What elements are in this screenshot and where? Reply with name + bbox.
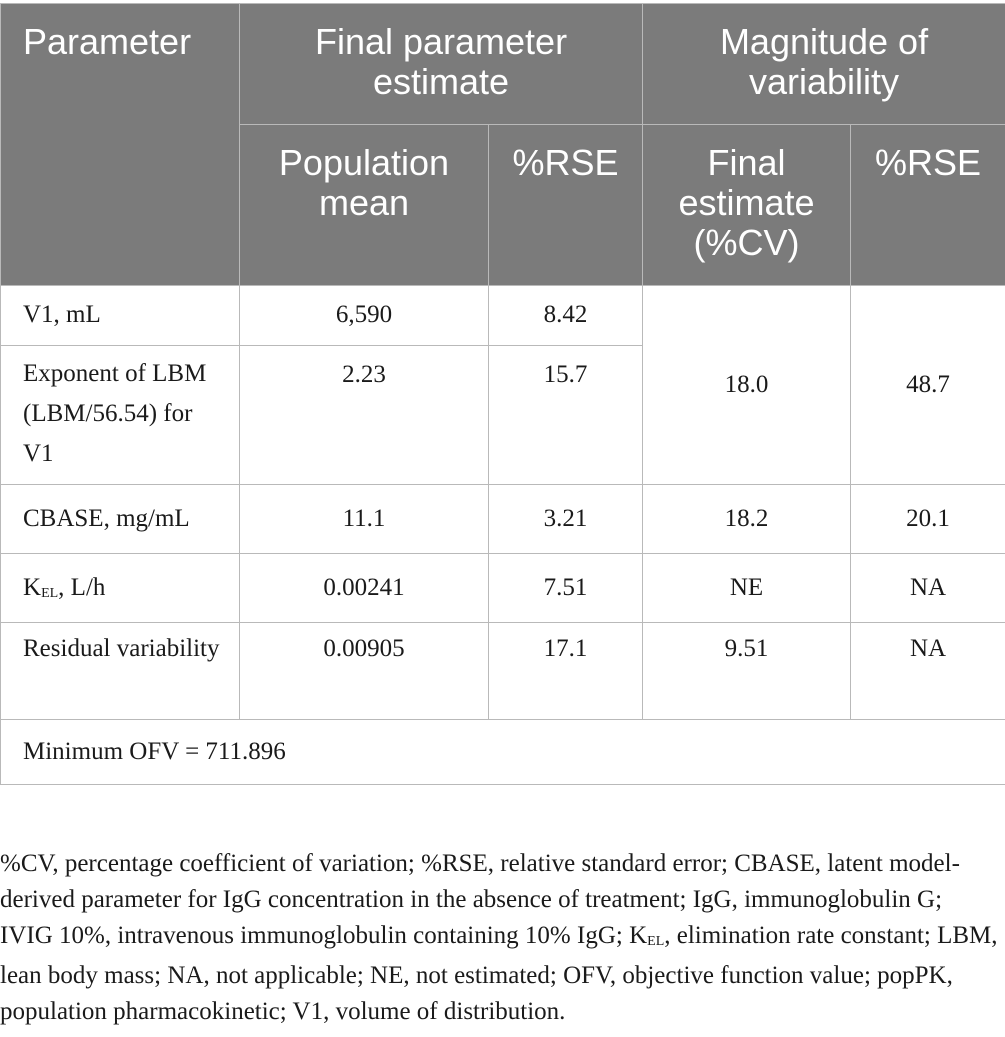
cell-rse: 8.42 [489,286,643,346]
minimum-ofv: Minimum OFV = 711.896 [1,720,1005,785]
cell-variability-rse: NA [851,554,1005,623]
param-subscript: EL [41,586,59,601]
param-unit: , L/h [58,574,106,601]
cell-rse: 15.7 [489,346,643,485]
table-row [1,623,1005,720]
header-rse-variability: %RSE [851,125,1005,286]
cell-parameter [1,554,240,623]
table-footer-row [1,720,1005,785]
footnote-subscript: EL [647,934,665,949]
table-row [1,485,1005,554]
header-population-mean: Population mean [240,125,489,286]
cell-final-estimate-cv: NE [643,554,851,623]
footnote-part-2: , elimination rate constant; LBM, lean body mass; NA, not applicable; NE, not estimated; OFV, objective function value; popPK, population pharmacokinetic; V1, volume of distribution. [0,922,998,1025]
cell-population-mean: 6,590 [240,286,489,346]
cell-final-estimate-cv: 18.2 [643,485,851,554]
cell-parameter: CBASE, mg/mL [1,485,240,554]
cell-rse: 17.1 [489,623,643,720]
cell-rse: 7.51 [489,554,643,623]
header-rse-estimate: %RSE [489,125,643,286]
pk-parameter-table [0,3,1005,785]
table-row [1,554,1005,623]
footnote-part-1: %CV, percentage coefficient of variation; %RSE, relative standard error; CBASE, latent model-derived parameter for IgG concentration in the absence of treatment; IgG, immunoglobulin G; IVIG 10%, intravenous immunoglobulin containing 10% IgG; K [0,850,960,949]
table-footnote [0,846,1000,1030]
header-final-estimate-cv: Final estimate (%CV) [643,125,851,286]
cell-population-mean: 11.1 [240,485,489,554]
cell-parameter: Residual variability [1,623,240,720]
cell-shared-final-estimate-cv: 18.0 [643,286,851,485]
cell-variability-rse: 20.1 [851,485,1005,554]
header-magnitude-of-variability: Magnitude of variability [643,4,1005,125]
cell-parameter: V1, mL [1,286,240,346]
cell-variability-rse: NA [851,623,1005,720]
header-parameter: Parameter [1,4,240,286]
cell-parameter: Exponent of LBM (LBM/56.54) for V1 [1,346,240,485]
cell-population-mean: 0.00905 [240,623,489,720]
cell-shared-variability-rse: 48.7 [851,286,1005,485]
header-final-parameter-estimate: Final parameter estimate [240,4,643,125]
table-row [1,286,1005,346]
cell-population-mean: 2.23 [240,346,489,485]
cell-final-estimate-cv: 9.51 [643,623,851,720]
param-symbol: K [23,574,42,601]
cell-rse: 3.21 [489,485,643,554]
cell-population-mean: 0.00241 [240,554,489,623]
